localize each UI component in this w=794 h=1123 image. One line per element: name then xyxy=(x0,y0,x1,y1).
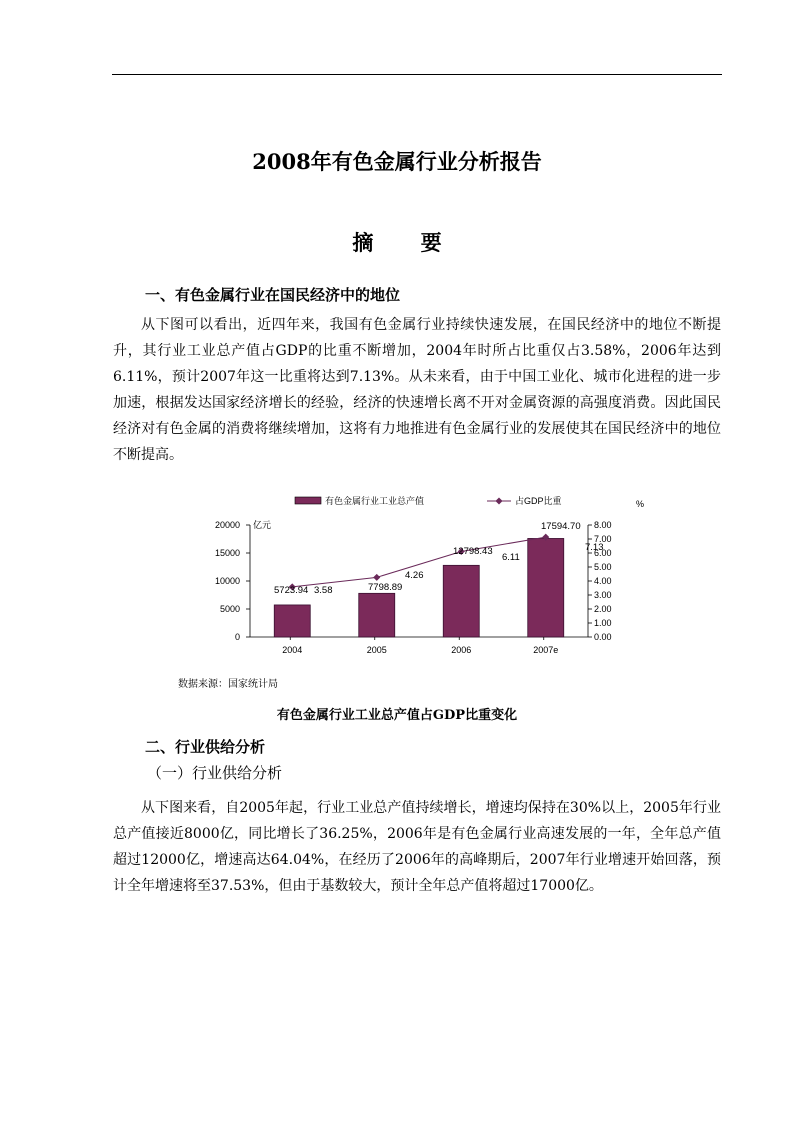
line-data-label: 6.11 xyxy=(502,552,520,563)
bar-data-label: 17594.70 xyxy=(541,521,581,532)
right-axis-tick-label: 7.00 xyxy=(594,534,612,544)
gdp-share-point-2005 xyxy=(373,574,380,581)
section-heading-economy-position: 一、有色金属行业在国民经济中的地位 xyxy=(145,286,401,304)
chart-source-note: 数据来源：国家统计局 xyxy=(178,679,278,690)
right-axis-unit: % xyxy=(636,499,645,509)
section-paragraph-economy-position xyxy=(113,312,721,468)
right-axis-tick-label: 3.00 xyxy=(594,590,612,600)
line-data-label: 3.58 xyxy=(314,585,333,596)
left-axis-tick-label: 20000 xyxy=(214,520,240,530)
gdp-share-chart xyxy=(195,490,665,690)
paragraph-text: 从下图来看，自2005年起，行业工业总产值持续增长，增速均保持在30%以上，2005年行业总产值接近8000亿，同比增长了36.25%，2006年是有色金属行业高速发展的一年，全年总产值超过12000亿，增速高达64.04%，在经历了2006年的高峰期后，2007年行业增速开始回落，预计全年增速将至37.53%，但由于基数较大，预计全年总产值将超过17000亿。 xyxy=(113,800,721,894)
right-axis-tick-label: 0.00 xyxy=(594,632,612,642)
right-axis-tick-label: 8.00 xyxy=(594,520,612,530)
header-rule xyxy=(112,74,722,75)
bar-data-label: 12798.43 xyxy=(453,546,493,557)
chart-svg xyxy=(195,490,665,690)
left-axis-tick-label: 5000 xyxy=(219,604,240,614)
legend-line-label: 占GDP比重 xyxy=(515,496,562,506)
chart-caption: 有色金属行业工业总产值占GDP比重变化 xyxy=(276,708,518,723)
bar-2005 xyxy=(359,593,395,637)
legend-bar-label: 有色金属行业工业总产值 xyxy=(325,496,425,506)
abstract-heading: 摘 要 xyxy=(352,230,462,255)
line-data-label: 4.26 xyxy=(405,570,424,581)
section-paragraph-supply-analysis xyxy=(113,795,721,899)
right-axis-tick-label: 6.00 xyxy=(594,548,612,558)
right-axis-tick-label: 4.00 xyxy=(594,576,612,586)
left-axis-unit: 亿元 xyxy=(253,520,272,530)
x-axis-tick-label: 2004 xyxy=(282,645,303,655)
bar-2004 xyxy=(274,605,310,637)
section-heading-supply-analysis: 二、行业供给分析 xyxy=(145,738,266,756)
legend-line-marker xyxy=(495,497,502,504)
bar-data-label: 7798.89 xyxy=(368,582,403,593)
subsection-heading-supply-analysis: （一）行业供给分析 xyxy=(147,764,283,782)
left-axis-tick-label: 10000 xyxy=(214,576,240,586)
x-axis-tick-label: 2006 xyxy=(451,645,472,655)
paragraph-text: 从下图可以看出，近四年来，我国有色金属行业持续快速发展，在国民经济中的地位不断提升，其行业工业总产值占GDP的比重不断增加，2004年时所占比重仅占3.58%，2006年达到6.11%，预计2007年这一比重将达到7.13%。从未来看，由于中国工业化、城市化进程的进一步加速，根据发达国家经济增长的经验，经济的快速增长离不开对金属资源的高强度消费。因此国民经济对有色金属的消费将继续增加，这将有力地推进有色金属行业的发展使其在国民经济中的地位不断提高。 xyxy=(113,317,721,463)
x-axis-tick-label: 2005 xyxy=(366,645,387,655)
right-axis-tick-label: 1.00 xyxy=(594,618,612,628)
document-title: 2008年有色金属行业分析报告 xyxy=(252,149,542,174)
right-axis-tick-label: 5.00 xyxy=(594,562,612,572)
line-data-label: 7.13 xyxy=(585,542,604,553)
bar-2007e xyxy=(528,538,564,637)
bar-data-label: 5723.94 xyxy=(274,585,309,596)
x-axis-tick-label: 2007e xyxy=(533,645,559,655)
right-axis-tick-label: 2.00 xyxy=(594,604,612,614)
legend-bar-swatch xyxy=(295,497,321,504)
bar-2006 xyxy=(443,565,479,637)
left-axis-tick-label: 0 xyxy=(234,632,240,642)
left-axis-tick-label: 15000 xyxy=(214,548,240,558)
